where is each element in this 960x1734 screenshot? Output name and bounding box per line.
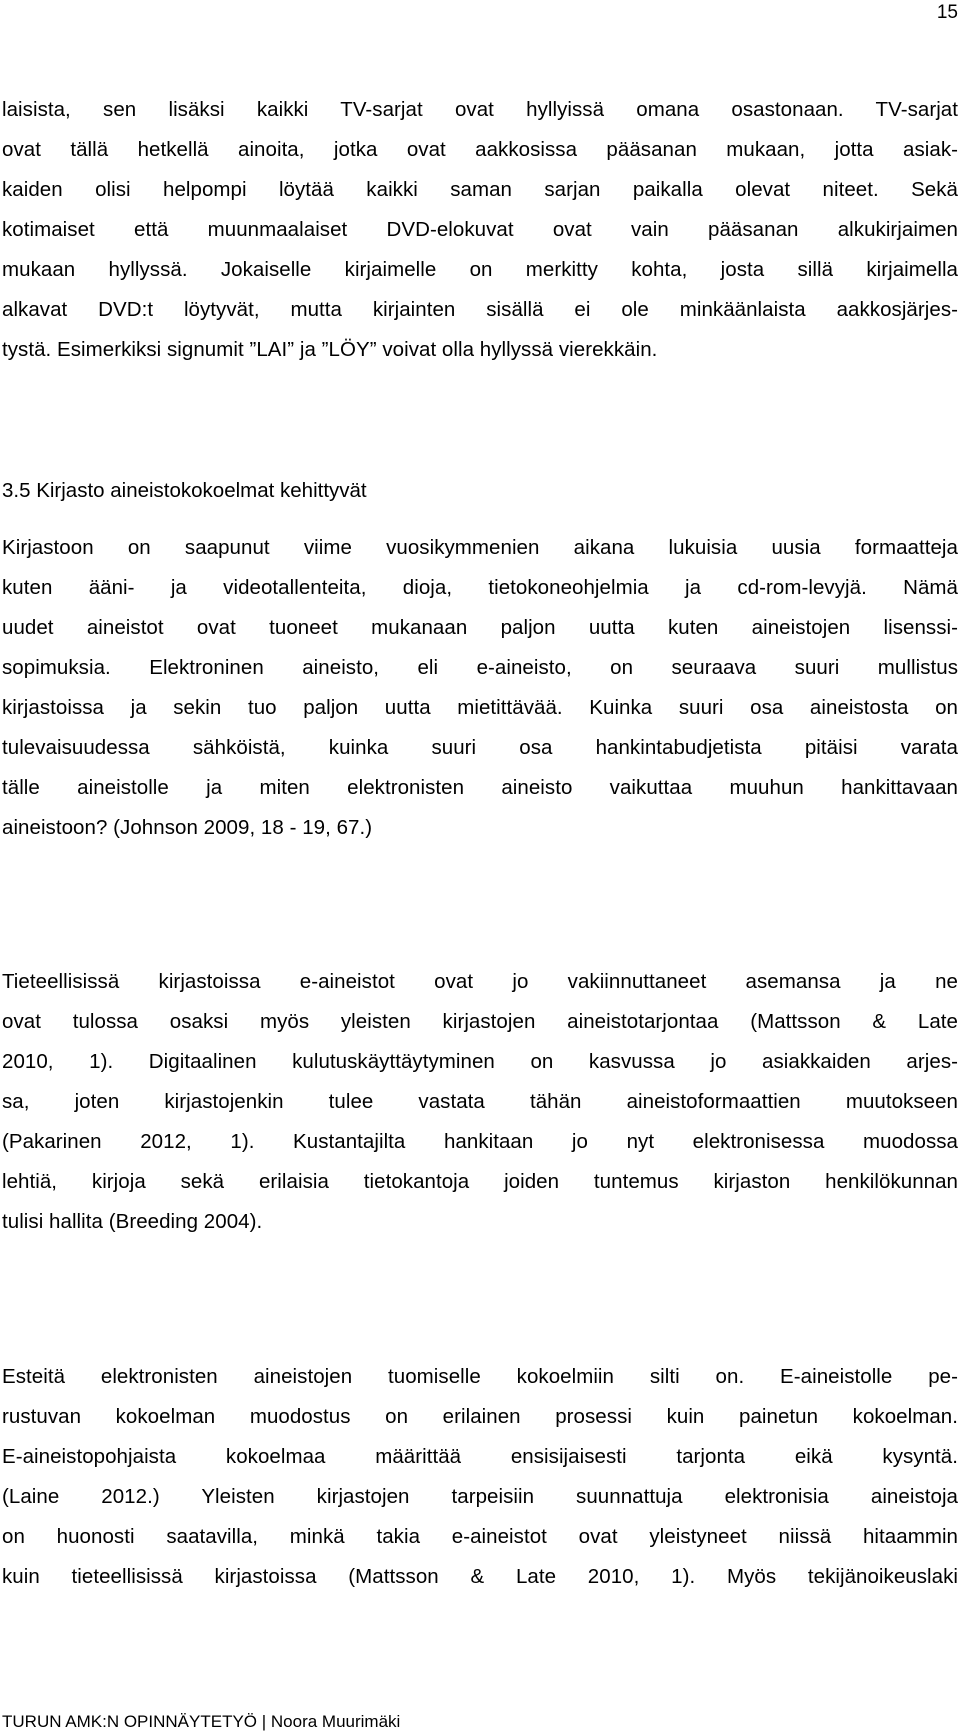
- text-line: laisista, sen lisäksi kaikki TV-sarjat ovat hyllyissä omana osastonaan. TV-sarjat: [2, 98, 958, 121]
- text-line: (Laine 2012.) Yleisten kirjastojen tarpeisiin suunnattuja elektronisia aineistoja: [2, 1485, 958, 1508]
- text-line: sa, joten kirjastojenkin tulee vastata tähän aineistoformaattien muutokseen: [2, 1090, 958, 1113]
- paragraph-obstacles: [2, 1357, 958, 1597]
- text-line: sopimuksia. Elektroninen aineisto, eli e-aineisto, on seuraava suuri mullistus: [2, 656, 958, 679]
- text-line: ovat tulossa osaksi myös yleisten kirjastojen aineistotarjontaa (Mattsson & Late: [2, 1010, 958, 1033]
- text-line: kaiden olisi helpompi löytää kaikki saman sarjan paikalla olevat niteet. Sekä: [2, 178, 958, 201]
- text-line: mukaan hyllyssä. Jokaiselle kirjaimelle on merkitty kohta, josta sillä kirjaimella: [2, 258, 958, 281]
- text-line: tälle aineistolle ja miten elektronisten aineisto vaikuttaa muuhun hankittavaan: [2, 776, 958, 799]
- text-line: tulisi hallita (Breeding 2004).: [2, 1210, 263, 1233]
- text-line: uudet aineistot ovat tuoneet mukanaan paljon uutta kuten aineistojen lisenssi-: [2, 616, 958, 639]
- paragraph-scientific-libraries: [2, 962, 958, 1242]
- text-line: aineistoon? (Johnson 2009, 18 - 19, 67.): [2, 816, 373, 839]
- text-line: alkavat DVD:t löytyvät, mutta kirjainten sisällä ei ole minkäänlaista aakkosjärjes-: [2, 298, 958, 321]
- text-line: kotimaiset että muunmaalaiset DVD-elokuvat ovat vain pääsanan alkukirjaimen: [2, 218, 958, 241]
- text-line: Esteitä elektronisten aineistojen tuomiselle kokoelmiin silti on. E-aineistolle pe-: [2, 1365, 958, 1388]
- section-heading: 3.5 Kirjasto aineistokokoelmat kehittyvät: [2, 479, 367, 502]
- text-line: lehtiä, kirjoja sekä erilaisia tietokantoja joiden tuntemus kirjaston henkilökunnan: [2, 1170, 958, 1193]
- page-number: 15: [936, 2, 958, 23]
- text-line: Kirjastoon on saapunut viime vuosikymmenien aikana lukuisia uusia formaatteja: [2, 536, 958, 559]
- text-line: E-aineistopohjaista kokoelmaa määrittää ensisijaisesti tarjonta eikä kysyntä.: [2, 1445, 958, 1468]
- text-line: ovat tällä hetkellä ainoita, jotka ovat aakkosissa pääsanan mukaan, jotta asiak-: [2, 138, 958, 161]
- text-line: tystä. Esimerkiksi signumit ”LAI” ja ”LÖY” voivat olla hyllyssä vierekkäin.: [2, 338, 658, 361]
- text-line: 2010, 1). Digitaalinen kulutuskäyttäytyminen on kasvussa jo asiakkaiden arjes-: [2, 1050, 958, 1073]
- text-line: kuten ääni- ja videotallenteita, dioja, tietokoneohjelmia ja cd-rom-levyjä. Nämä: [2, 576, 958, 599]
- text-line: Tieteellisissä kirjastoissa e-aineistot ovat jo vakiinnuttaneet asemansa ja ne: [2, 970, 958, 993]
- text-line: kirjastoissa ja sekin tuo paljon uutta mietittävää. Kuinka suuri osa aineistosta on: [2, 696, 958, 719]
- text-line: tulevaisuudessa sähköistä, kuinka suuri osa hankintabudjetista pitäisi varata: [2, 736, 958, 759]
- page-footer: TURUN AMK:N OPINNÄYTETYÖ | Noora Muurimäki: [2, 1712, 401, 1731]
- paragraph-formats: [2, 528, 958, 848]
- text-line: (Pakarinen 2012, 1). Kustantajilta hankitaan jo nyt elektronisessa muodossa: [2, 1130, 958, 1153]
- text-line: on huonosti saatavilla, minkä takia e-aineistot ovat yleistyneet niissä hitaammin: [2, 1525, 958, 1548]
- text-line: rustuvan kokoelman muodostus on erilainen prosessi kuin painetun kokoelman.: [2, 1405, 958, 1428]
- text-line: kuin tieteellisissä kirjastoissa (Mattsson & Late 2010, 1). Myös tekijänoikeuslaki: [2, 1565, 958, 1588]
- paragraph-intro: [2, 90, 958, 370]
